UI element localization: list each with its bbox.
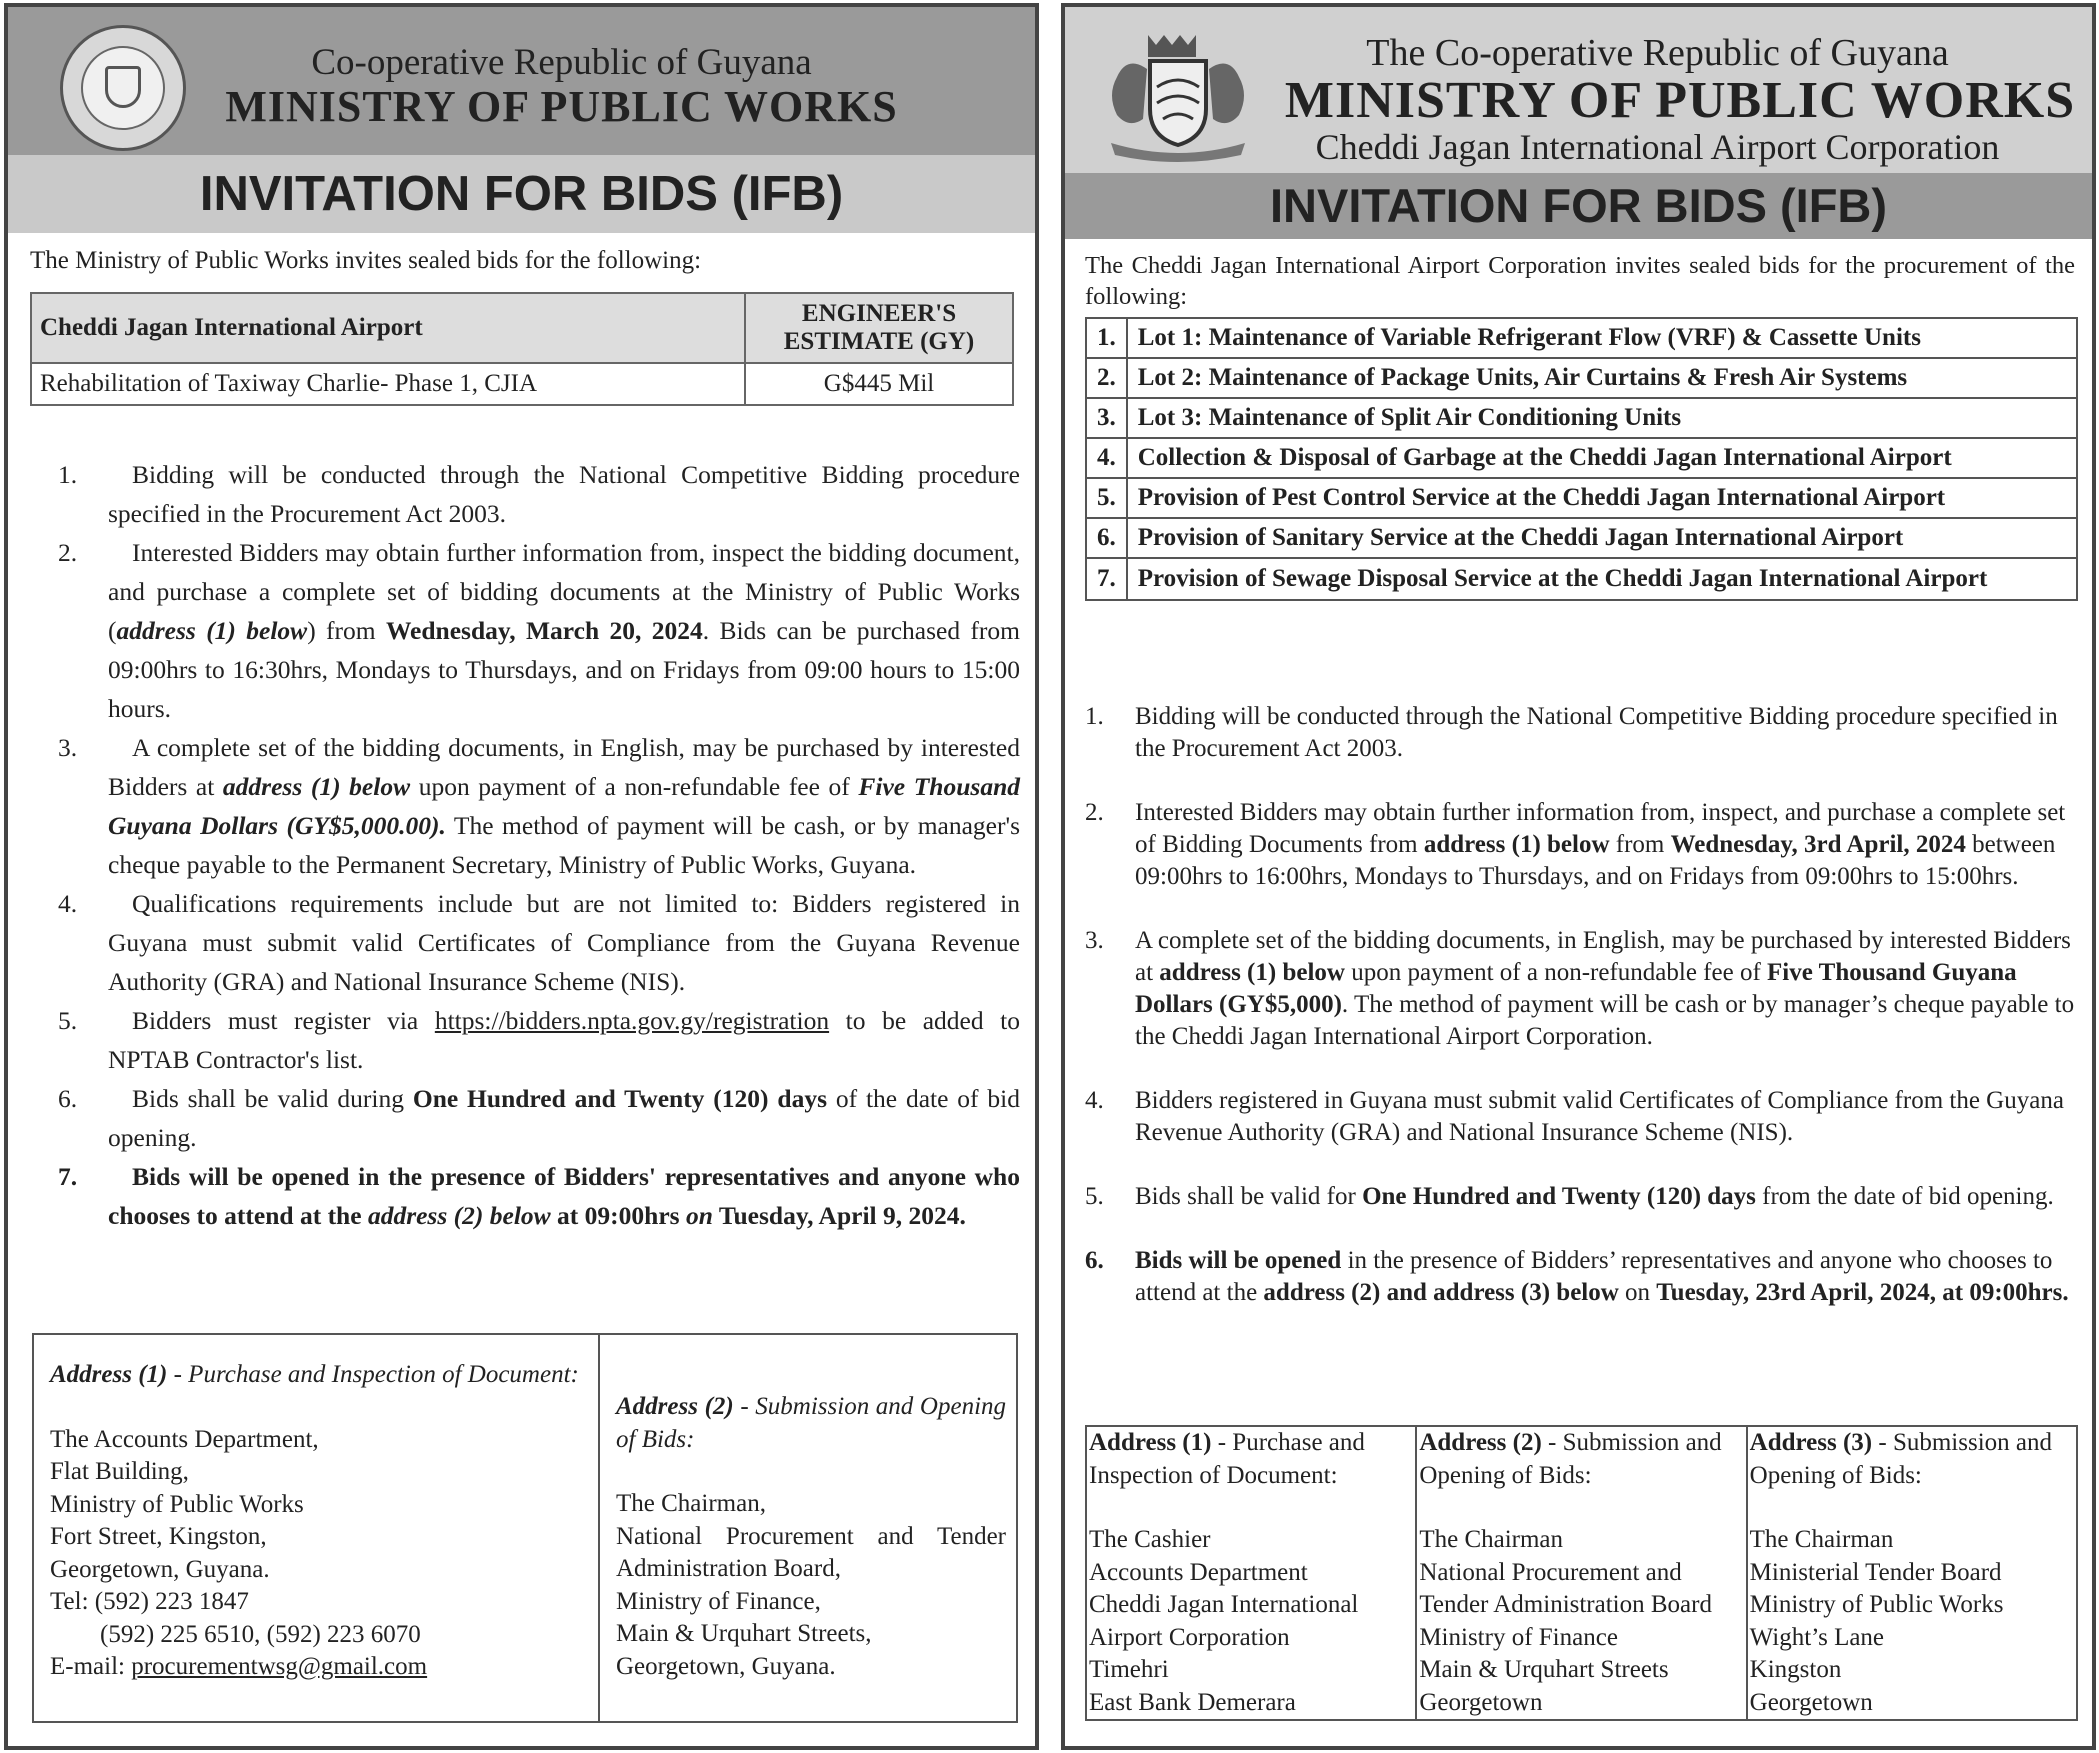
address-line: Georgetown bbox=[1749, 1688, 1873, 1716]
right-address-table bbox=[1085, 1425, 2078, 1721]
clause-text: between 09:00hrs to 16:00hrs, Mondays to Thursdays, and on Fridays from 09:00hrs to 15:00hrs. bbox=[1135, 831, 2056, 890]
address-line: Ministry of Finance bbox=[1419, 1623, 1618, 1651]
address-line: Ministry of Finance, bbox=[616, 1587, 821, 1615]
right-clause-1 bbox=[1085, 701, 2085, 765]
address-line: Georgetown, Guyana. bbox=[50, 1555, 270, 1583]
clause-emphasis: address (1) below bbox=[116, 616, 308, 645]
clause-number: 4. bbox=[58, 889, 78, 918]
clause-emphasis: Wednesday, March 20, 2024 bbox=[385, 616, 703, 645]
clause-emphasis: address (1) below bbox=[1159, 959, 1345, 986]
clause-emphasis: address (1) below bbox=[222, 772, 411, 801]
lot-number: 6. bbox=[1086, 518, 1127, 558]
left-clause-6 bbox=[30, 1079, 1020, 1157]
lot-title: Provision of Sanitary Service at the Cheddi Jagan International Airport bbox=[1127, 518, 2077, 558]
address-line: Cheddi Jagan International bbox=[1089, 1591, 1359, 1618]
clause-number: 3. bbox=[58, 733, 78, 762]
lot-row bbox=[1086, 398, 2077, 438]
registration-link[interactable]: https://bidders.npta.gov.gy/registration bbox=[434, 1006, 830, 1035]
address-line: National Procurement and Tender Administration Board, bbox=[616, 1522, 1006, 1582]
clause-text: at 09:00hrs bbox=[550, 1201, 686, 1230]
clause-number: 1. bbox=[1085, 703, 1104, 730]
lot-number: 5. bbox=[1086, 478, 1127, 518]
clause-text: from bbox=[1609, 831, 1671, 858]
address-line: Main & Urquhart Streets, bbox=[616, 1620, 872, 1647]
left-address-box bbox=[32, 1333, 1018, 1723]
left-address-1 bbox=[50, 1359, 598, 1684]
address-line: The Chairman bbox=[1419, 1526, 1564, 1553]
clause-text: of the date of bid opening. bbox=[108, 1084, 1020, 1152]
left-clause-2 bbox=[30, 533, 1020, 728]
left-clause-5 bbox=[30, 1001, 1020, 1079]
address-line: The Cashier bbox=[1089, 1526, 1211, 1553]
address-label: Address (3) bbox=[1749, 1429, 1873, 1456]
lot-title: Lot 2: Maintenance of Package Units, Air Curtains & Fresh Air Systems bbox=[1127, 358, 2077, 398]
right-clause-2 bbox=[1085, 797, 2085, 893]
clause-text: Bidding will be conducted through the National Competitive Bidding procedure specified in the Procurement Act 2003. bbox=[108, 460, 1020, 528]
email-line bbox=[50, 1651, 598, 1684]
address-line: Ministerial Tender Board bbox=[1749, 1558, 2002, 1586]
left-header bbox=[8, 7, 1035, 155]
project-table-cell-estimate: G$445 Mil bbox=[745, 363, 1013, 405]
right-ministry: MINISTRY OF PUBLIC WORKS bbox=[1284, 72, 2076, 129]
clause-number: 7. bbox=[58, 1162, 78, 1191]
address-heading-text: - Purchase and Inspection of Document: bbox=[1089, 1429, 1365, 1489]
right-clause-5 bbox=[1085, 1181, 2085, 1213]
address-divider bbox=[598, 1335, 600, 1721]
clause-emphasis: Bids will be opened bbox=[1135, 1247, 1342, 1274]
lot-title: Lot 1: Maintenance of Variable Refrigerant Flow (VRF) & Cassette Units bbox=[1127, 318, 2077, 358]
left-clause-7 bbox=[30, 1157, 1020, 1235]
address-label: Address (1) bbox=[1089, 1429, 1212, 1456]
right-clauses bbox=[1085, 701, 2085, 1309]
address-line: National Procurement and bbox=[1419, 1558, 1682, 1586]
lot-row bbox=[1086, 478, 2077, 518]
clause-text: Interested Bidders may obtain further information from, inspect, and purchase a complete set of Bidding Documents from bbox=[1135, 799, 2066, 858]
left-country: Co-operative Republic of Guyana bbox=[311, 42, 812, 83]
coat-of-arms-icon bbox=[1103, 27, 1253, 165]
clause-emphasis: Tuesday, 23rd April, 2024, at 09:00hrs. bbox=[1656, 1279, 2069, 1306]
lot-row bbox=[1086, 318, 2077, 358]
lot-number: 2. bbox=[1086, 358, 1127, 398]
left-ministry: MINISTRY OF PUBLIC WORKS bbox=[225, 82, 898, 131]
right-country: The Co-operative Republic of Guyana bbox=[1366, 32, 1949, 74]
clause-text: Bids shall be valid for bbox=[1135, 1183, 1363, 1210]
address-line: Tel: (592) 223 1847 bbox=[50, 1588, 249, 1615]
address-heading bbox=[1419, 1427, 1743, 1492]
address-line: The Chairman bbox=[1749, 1526, 1894, 1553]
clause-text: A complete set of the bidding documents, in English, may be purchased by interested Bidders at bbox=[108, 733, 1020, 801]
lot-row bbox=[1086, 558, 2077, 600]
clause-number: 1. bbox=[58, 460, 78, 489]
address-label: Address (2) bbox=[616, 1393, 734, 1420]
left-intro: The Ministry of Public Works invites sealed bids for the following: bbox=[30, 247, 702, 274]
email-link[interactable]: procurementwsg@gmail.com bbox=[131, 1653, 428, 1680]
lot-row bbox=[1086, 438, 2077, 478]
address-line: Georgetown bbox=[1419, 1688, 1543, 1716]
project-table-header-estimate: ENGINEER'S ESTIMATE (GY) bbox=[745, 293, 1013, 363]
address-heading-text: - Submission and Opening of Bids: bbox=[1749, 1429, 2052, 1489]
address-line: Georgetown, Guyana. bbox=[616, 1652, 836, 1680]
clause-number: 2. bbox=[1085, 799, 1104, 826]
clause-emphasis: address (2) below bbox=[367, 1201, 551, 1230]
right-address-3 bbox=[1747, 1426, 2077, 1720]
clause-emphasis: One Hundred and Twenty (120) days bbox=[1362, 1183, 1756, 1210]
address-heading bbox=[616, 1391, 1006, 1456]
clause-number: 6. bbox=[58, 1084, 78, 1113]
clause-text: Interested Bidders may obtain further information from, inspect the bidding document, and purchase a complete set of bidding documents at the Ministry of Public Works ( bbox=[108, 538, 1020, 645]
clause-text: Qualifications requirements include but are not limited to: Bidders registered in Guyana must submit valid Certificates of Compliance from the Guyana Revenue Authority (GRA) and National Insurance Scheme (NIS). bbox=[108, 889, 1020, 996]
right-agency: Cheddi Jagan International Airport Corporation bbox=[1315, 127, 2000, 167]
lot-number: 1. bbox=[1086, 318, 1127, 358]
project-table bbox=[30, 292, 1014, 406]
address-heading-text: - Purchase and Inspection of Document: bbox=[167, 1361, 579, 1388]
left-advert bbox=[4, 3, 1039, 1750]
right-clause-3 bbox=[1085, 925, 2085, 1053]
lots-table bbox=[1085, 317, 2078, 601]
address-label: Address (1) bbox=[50, 1361, 168, 1388]
clause-emphasis: Wednesday, 3rd April, 2024 bbox=[1670, 831, 1966, 858]
clause-text: to be added to NPTAB Contractor's list. bbox=[108, 1006, 1020, 1074]
address-line: Ministry of Public Works bbox=[50, 1490, 304, 1518]
project-table-header-project: Cheddi Jagan International Airport bbox=[31, 293, 745, 363]
email-label: E-mail: bbox=[50, 1653, 132, 1680]
clause-text: Bids will be opened in the presence of Bidders' representatives and anyone who chooses to attend at the bbox=[108, 1162, 1020, 1230]
left-title: INVITATION FOR BIDS (IFB) bbox=[8, 155, 1035, 233]
clause-number: 5. bbox=[1085, 1183, 1104, 1210]
address-heading bbox=[1750, 1427, 2074, 1492]
clause-number: 3. bbox=[1085, 927, 1104, 954]
lot-number: 3. bbox=[1086, 398, 1127, 438]
address-line: Tender Administration Board bbox=[1419, 1591, 1712, 1618]
clause-emphasis: Five Thousand Guyana Dollars (GY$5,000.00). bbox=[108, 772, 1021, 840]
right-intro: The Cheddi Jagan International Airport Corporation invites sealed bids for the procurement of the following: bbox=[1085, 252, 2075, 310]
clause-text: upon payment of a non-refundable fee of bbox=[410, 772, 859, 801]
address-heading bbox=[1089, 1427, 1413, 1492]
left-address-2 bbox=[616, 1391, 1006, 1683]
clause-text: from the date of bid opening. bbox=[1755, 1183, 2054, 1210]
address-heading-text: - Submission and Opening of Bids: bbox=[1419, 1429, 1722, 1489]
clause-emphasis: Five Thousand Guyana Dollars (GY$5,000) bbox=[1135, 959, 2017, 1018]
clause-number: 6. bbox=[1085, 1247, 1104, 1274]
clause-emphasis: address (1) below bbox=[1423, 831, 1610, 858]
address-line: Main & Urquhart Streets bbox=[1419, 1656, 1669, 1683]
left-clause-1 bbox=[30, 455, 1020, 533]
lot-title: Provision of Sewage Disposal Service at the Cheddi Jagan International Airport bbox=[1127, 558, 2077, 600]
clause-text: in the presence of Bidders’ representatives and anyone who chooses to attend at the bbox=[1135, 1247, 2053, 1306]
lot-title: Lot 3: Maintenance of Split Air Conditioning Units bbox=[1127, 398, 2077, 438]
right-clause-6 bbox=[1085, 1245, 2085, 1309]
clause-text: Bidders registered in Guyana must submit valid Certificates of Compliance from the Guyana Revenue Authority (GRA) and National Insurance Scheme (NIS). bbox=[1135, 1087, 2064, 1146]
clause-emphasis: on bbox=[685, 1201, 713, 1230]
address-heading bbox=[50, 1359, 598, 1392]
clause-text: upon payment of a non-refundable fee of bbox=[1344, 959, 1768, 986]
address-heading-text: - Submission and Opening of Bids: bbox=[616, 1393, 1007, 1453]
clause-number: 4. bbox=[1085, 1087, 1104, 1114]
clause-text: Bidding will be conducted through the National Competitive Bidding procedure specified in the Procurement Act 2003. bbox=[1135, 703, 2058, 762]
clause-text: A complete set of the bidding documents, in English, may be purchased by interested Bidders at bbox=[1135, 927, 2071, 986]
address-line: Fort Street, Kingston, bbox=[50, 1523, 267, 1550]
address-label: Address (2) bbox=[1419, 1429, 1542, 1456]
lot-title: Provision of Pest Control Service at the Cheddi Jagan International Airport bbox=[1127, 478, 2077, 518]
right-header bbox=[1065, 7, 2092, 173]
address-line: East Bank Demerara bbox=[1089, 1688, 1296, 1716]
clause-text: ) from bbox=[307, 616, 386, 645]
right-advert bbox=[1061, 3, 2096, 1750]
project-table-cell-project: Rehabilitation of Taxiway Charlie- Phase 1, CJIA bbox=[31, 363, 745, 405]
address-line: Kingston bbox=[1749, 1656, 1842, 1683]
address-line: Airport Corporation bbox=[1089, 1623, 1290, 1651]
right-address-1 bbox=[1086, 1426, 1416, 1720]
address-line: The Accounts Department, bbox=[50, 1425, 319, 1453]
address-line: Accounts Department bbox=[1089, 1558, 1308, 1586]
clause-text: on bbox=[1618, 1279, 1657, 1306]
address-line: Flat Building, bbox=[50, 1458, 189, 1485]
lot-row bbox=[1086, 358, 2077, 398]
clause-emphasis: One Hundred and Twenty (120) days bbox=[412, 1084, 827, 1113]
address-line: Wight’s Lane bbox=[1749, 1623, 1885, 1651]
clause-text: Bidders must register via bbox=[132, 1006, 435, 1035]
left-clause-4 bbox=[30, 884, 1020, 1001]
right-clause-4 bbox=[1085, 1085, 2085, 1149]
left-clauses bbox=[30, 455, 1020, 1235]
address-line: Timehri bbox=[1089, 1656, 1169, 1683]
clause-text: . The method of payment will be cash or by manager’s cheque payable to the Cheddi Jagan International Airport Corporation. bbox=[1135, 991, 2075, 1050]
clause-number: 2. bbox=[58, 538, 78, 567]
lot-row bbox=[1086, 518, 2077, 558]
address-line: (592) 225 6510, (592) 223 6070 bbox=[100, 1620, 421, 1648]
left-clause-3 bbox=[30, 728, 1020, 884]
right-title: INVITATION FOR BIDS (IFB) bbox=[1065, 173, 2092, 239]
lot-number: 4. bbox=[1086, 438, 1127, 478]
clause-text: Bids shall be valid during bbox=[132, 1084, 413, 1113]
right-address-2 bbox=[1416, 1426, 1746, 1720]
lot-number: 7. bbox=[1086, 558, 1127, 600]
clause-emphasis: address (2) and address (3) below bbox=[1263, 1279, 1619, 1306]
lot-title: Collection & Disposal of Garbage at the Cheddi Jagan International Airport bbox=[1127, 438, 2077, 478]
clause-text: The method of payment will be cash, or by manager's cheque payable to the Permanent Secretary, Ministry of Public Works, Guyana. bbox=[108, 811, 1020, 879]
clause-text: . Bids can be purchased from 09:00hrs to 16:30hrs, Mondays to Thursdays, and on Fridays from 09:00 hours to 15:00 hours. bbox=[108, 616, 1020, 723]
address-line: Ministry of Public Works bbox=[1749, 1591, 2004, 1618]
clause-text: Tuesday, April 9, 2024. bbox=[712, 1201, 966, 1230]
address-line: The Chairman, bbox=[616, 1490, 766, 1517]
clause-number: 5. bbox=[58, 1006, 78, 1035]
